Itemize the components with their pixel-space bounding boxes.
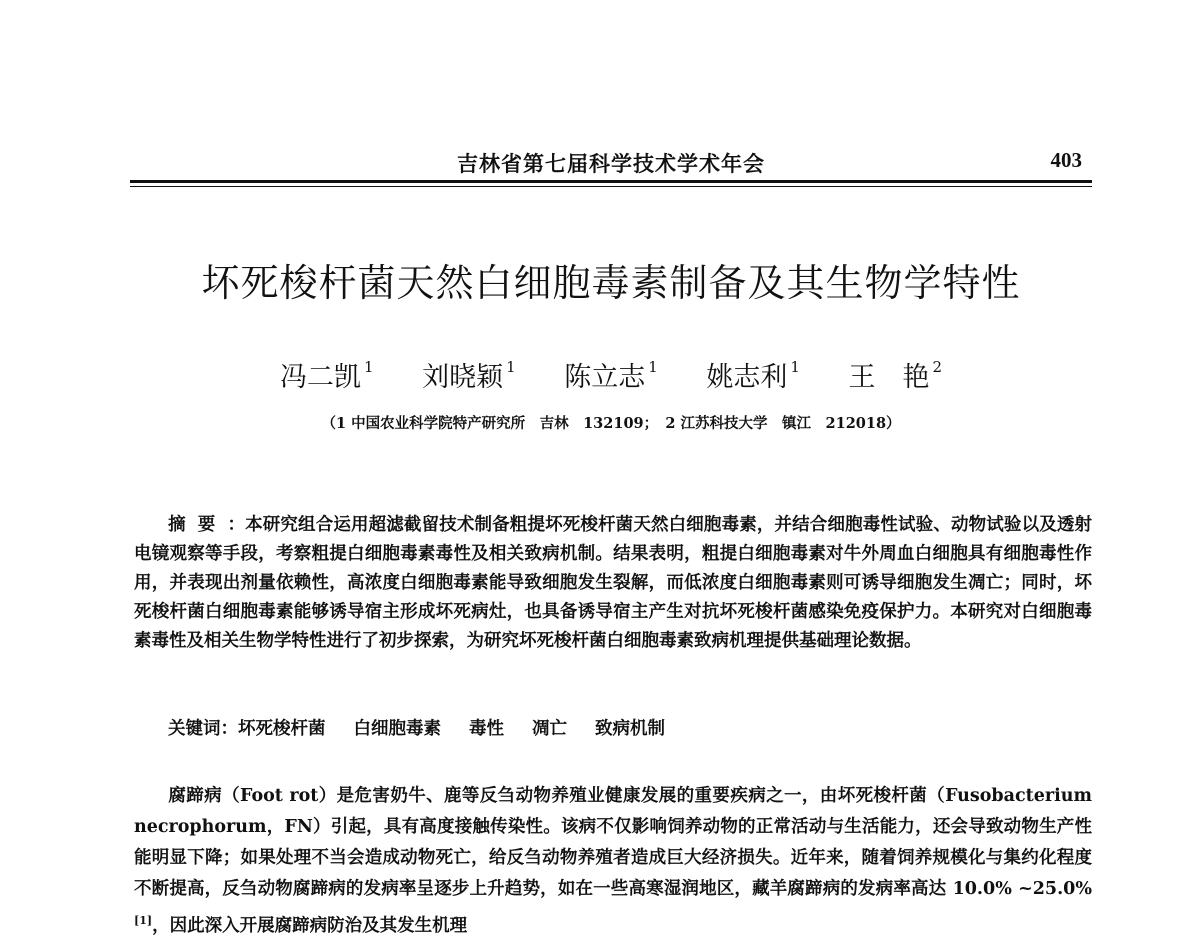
keyword: 白细胞毒素 xyxy=(353,719,441,739)
affiliation: （1 中国农业科学院特产研究所 吉林 132109； 2 江苏科技大学 镇江 212018） xyxy=(321,415,901,432)
page-number: 403 xyxy=(1050,148,1082,172)
keyword: 坏死梭杆菌 xyxy=(238,719,326,739)
abstract-label: 摘要 xyxy=(168,515,228,535)
abstract xyxy=(134,511,1092,656)
keywords-label: 关键词： xyxy=(168,719,238,739)
author xyxy=(564,355,658,394)
keywords xyxy=(168,715,1092,740)
keyword: 毒性 xyxy=(469,719,504,739)
paper-title: 坏死梭杆菌天然白细胞毒素制备及其生物学特性 xyxy=(201,261,1021,305)
keyword: 凋亡 xyxy=(532,719,567,739)
abstract-text: ：本研究组合运用超滤截留技术制备粗提坏死梭杆菌天然白细胞毒素，并结合细胞毒性试验、动物试验以及透射电镜观察等手段，考察粗提白细胞毒素毒性及相关致病机制。结果表明，粗提白细胞毒素对牛外周血白细胞具有细胞毒性作用，并表现出剂量依赖性，高浓度白细胞毒素能导致细胞发生裂解，而低浓度白细胞毒素则可诱导细胞发生凋亡；同时，坏死梭杆菌白细胞毒素能够诱导宿主形成坏死病灶，也具备诱导宿主产生对抗坏死梭杆菌感染免疫保护力。本研究对白细胞毒素毒性及相关生物学特性进行了初步探索，为研究坏死梭杆菌白细胞毒素致病机理提供基础理论数据。 xyxy=(134,515,1093,651)
author xyxy=(706,355,800,394)
author-name: 姚志利 xyxy=(706,362,788,393)
author-affiliation-mark: 2 xyxy=(932,358,943,376)
author-affiliation-mark: 1 xyxy=(506,358,516,376)
author xyxy=(849,355,943,394)
author-list xyxy=(130,355,1092,394)
body-text-part: ，因此深入开展腐蹄病防治及其发生机理 xyxy=(152,916,468,936)
author xyxy=(280,355,374,394)
running-header-title: 吉林省第七届科学技术学术年会 xyxy=(457,151,765,176)
author-name: 王 艳 xyxy=(848,362,930,393)
author-name: 陈立志 xyxy=(564,362,646,393)
body-text-part: 腐蹄病（Foot rot）是危害奶牛、鹿等反刍动物养殖业健康发展的重要疾病之一，由坏死梭杆菌（Fusobacterium necrophorum，FN）引起，具有高度接触传染性。该病不仅影响饲养动物的正常活动与生活能力，还会导致动物生产性能明显下降；如果处理不当会造成动物死亡，给反刍动物养殖者造成巨大经济损失。近年来，随着饲养规模化与集约化程度不断提高，反刍动物腐蹄病的发病率呈逐步上升趋势，如在一些高寒湿润地区，藏羊腐蹄病的发病率高达 10.0% ~25.0% xyxy=(134,786,1092,899)
author-name: 刘晓颖 xyxy=(422,362,504,393)
author-affiliation-mark: 1 xyxy=(648,358,658,376)
author-affiliation-mark: 1 xyxy=(363,358,374,376)
header-rule-thick xyxy=(130,180,1092,183)
running-header xyxy=(130,148,1092,178)
author-name: 冯二凯 xyxy=(279,362,361,393)
author-affiliation-mark: 1 xyxy=(790,358,800,376)
keyword: 致病机制 xyxy=(595,719,665,739)
author xyxy=(422,355,516,394)
citation-ref: [1] xyxy=(134,914,153,927)
body-paragraph xyxy=(134,781,1092,942)
header-rule-thin xyxy=(130,186,1092,187)
